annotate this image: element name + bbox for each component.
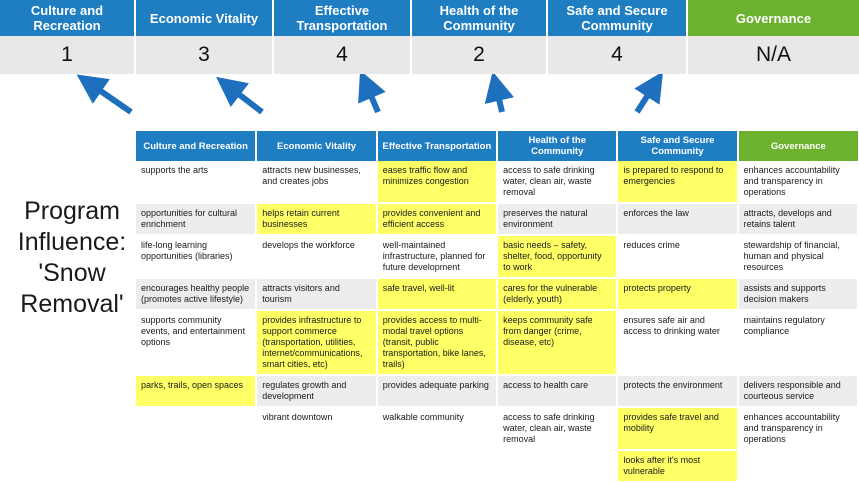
matrix-row — [136, 407, 858, 450]
matrix-cell: life-long learning opportunities (libraries) — [136, 235, 256, 278]
matrix-cell: enhances accountability and transparency in operations — [738, 407, 858, 450]
outcome-header-economic-vitality: Economic Vitality — [136, 0, 274, 36]
matrix-cell: parks, trails, open spaces — [136, 375, 256, 407]
outcome-header-culture-and-recreation: Culture and Recreation — [0, 0, 136, 36]
matrix-cell: attracts, develops and retains talent — [738, 203, 858, 235]
matrix-body — [136, 161, 858, 482]
matrix-cell: provides convenient and efficient access — [377, 203, 497, 235]
matrix-cell: reduces crime — [617, 235, 737, 278]
arrow-group — [0, 74, 859, 132]
matrix-cell: access to safe drinking water, clean air, waste removal — [497, 161, 617, 203]
score-governance: N/A — [755, 43, 791, 66]
matrix-header-governance: Governance — [738, 131, 858, 161]
score-row — [0, 36, 859, 74]
outcome-header-health-of-the-community: Health of the Community — [412, 0, 548, 36]
matrix-cell: stewardship of financial, human and physical resources — [738, 235, 858, 278]
matrix-cell: develops the workforce — [256, 235, 376, 278]
matrix-cell: regulates growth and development — [256, 375, 376, 407]
matrix-cell: provides infrastructure to support commerce (transportation, utilities, internet/communications, smart cities, etc) — [256, 310, 376, 375]
matrix-cell: looks after it's most vulnerable — [617, 450, 737, 482]
matrix-cell — [738, 450, 858, 482]
matrix-row — [136, 235, 858, 278]
outcome-header-safe-and-secure-community: Safe and Secure Community — [548, 0, 688, 36]
matrix-cell: ensures safe air and access to drinking water — [617, 310, 737, 375]
matrix-cell: supports community events, and entertainment options — [136, 310, 256, 375]
matrix-cell: assists and supports decision makers — [738, 278, 858, 310]
matrix-cell: delivers responsible and courteous service — [738, 375, 858, 407]
matrix-cell: keeps community safe from danger (crime, disease, etc) — [497, 310, 617, 375]
matrix-cell: preserves the natural environment — [497, 203, 617, 235]
outcome-attributes-matrix — [136, 131, 859, 483]
matrix-cell: eases traffic flow and minimizes congestion — [377, 161, 497, 203]
matrix-cell: cares for the vulnerable (elderly, youth) — [497, 278, 617, 310]
matrix-cell: vibrant downtown — [256, 407, 376, 450]
matrix-cell: provides access to multi-modal travel options (transit, public transportation, bike lanes, trails) — [377, 310, 497, 375]
matrix-header-health-of-the-community: Health of the Community — [497, 131, 617, 161]
matrix-cell — [256, 450, 376, 482]
matrix-cell: encourages healthy people (promotes active lifestyle) — [136, 278, 256, 310]
arrow-to-culture-and-recreation — [89, 83, 131, 112]
matrix-cell: walkable community — [377, 407, 497, 450]
matrix-row — [136, 203, 858, 235]
matrix-cell — [136, 450, 256, 482]
matrix-cell: enhances accountability and transparency in operations — [738, 161, 858, 203]
matrix-cell: provides adequate parking — [377, 375, 497, 407]
matrix-cell: enforces the law — [617, 203, 737, 235]
matrix-cell: supports the arts — [136, 161, 256, 203]
matrix-cell: protects property — [617, 278, 737, 310]
matrix-row — [136, 278, 858, 310]
matrix-cell: protects the environment — [617, 375, 737, 407]
matrix-cell: attracts visitors and tourism — [256, 278, 376, 310]
matrix-header-economic-vitality: Economic Vitality — [256, 131, 376, 161]
score-effective-transportation: 4 — [274, 36, 412, 74]
matrix-cell — [497, 450, 617, 482]
matrix-row — [136, 161, 858, 203]
matrix-row — [136, 375, 858, 407]
matrix-row — [136, 450, 858, 482]
arrow-to-economic-vitality — [228, 86, 262, 112]
matrix-cell: opportunities for cultural enrichment — [136, 203, 256, 235]
matrix-cell: helps retain current businesses — [256, 203, 376, 235]
matrix-cell: well-maintained infrastructure, planned for future development — [377, 235, 497, 278]
arrow-to-health-of-the-community — [496, 86, 502, 112]
arrow-to-effective-transportation — [366, 84, 378, 112]
matrix-cell: access to safe drinking water, clean air, waste removal — [497, 407, 617, 450]
score-economic-vitality: 3 — [136, 36, 274, 74]
score-health-of-the-community: 2 — [412, 36, 548, 74]
arrow-to-safe-and-secure-community — [637, 84, 655, 112]
program-influence-caption: Program Influence: 'Snow Removal' — [17, 197, 127, 318]
matrix-header-row — [136, 131, 858, 161]
outcome-header-governance: Governance — [688, 0, 859, 36]
matrix-cell: provides safe travel and mobility — [617, 407, 737, 450]
matrix-cell: safe travel, well-lit — [377, 278, 497, 310]
score-culture-and-recreation: 1 — [0, 36, 136, 74]
score-safe-and-secure-community: 4 — [548, 36, 688, 74]
matrix-cell: maintains regulatory compliance — [738, 310, 858, 375]
matrix-row — [136, 310, 858, 375]
matrix-header-effective-transportation: Effective Transportation — [377, 131, 497, 161]
matrix-cell: basic needs – safety, shelter, food, opportunity to work — [497, 235, 617, 278]
matrix-cell: attracts new businesses, and creates jobs — [256, 161, 376, 203]
matrix-cell — [136, 407, 256, 450]
matrix-header-culture-and-recreation: Culture and Recreation — [136, 131, 256, 161]
matrix-cell: is prepared to respond to emergencies — [617, 161, 737, 203]
outcome-header-row — [0, 0, 859, 36]
matrix-header-safe-and-secure-community: Safe and Secure Community — [617, 131, 737, 161]
matrix-cell — [377, 450, 497, 482]
outcome-header-effective-transportation: Effective Transportation — [274, 0, 412, 36]
matrix-cell: access to health care — [497, 375, 617, 407]
